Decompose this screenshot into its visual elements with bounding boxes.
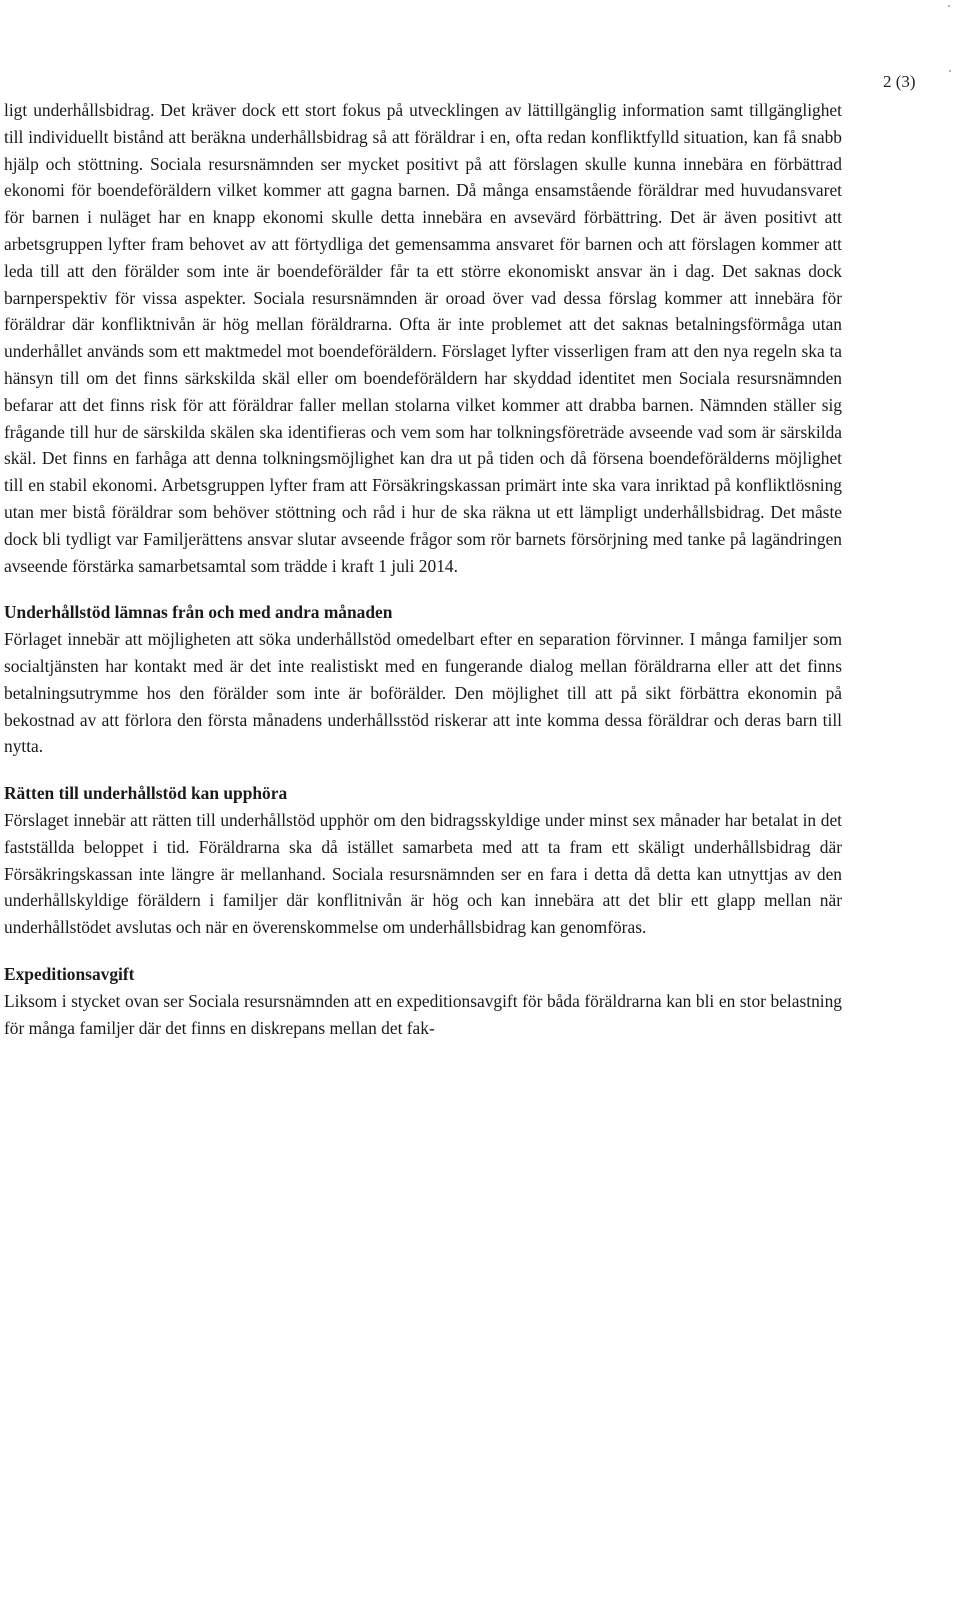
- intro-paragraph: ligt underhållsbidrag. Det kräver dock ett stort fokus på utvecklingen av lättillgänglig information samt tillgänglighet till individuellt bistånd att beräkna underhållsbidrag så att föräldrar i en, ofta redan konfliktfylld situation, kan få snabb hjälp och stöttning. Sociala resursnämnden ser mycket positivt på att förslagen skulle kunna innebära en förbättrad ekonomi för boendeföräldern vilket kommer att gagna barnen. Då många ensamstående föräldrar med huvudansvaret för barnen i nuläget har en knapp ekonomi skulle detta innebära en avsevärd förbättring. Det är även positivt att arbetsgruppen lyfter fram behovet av att förtydliga det gemensamma ansvaret för barnen och att förslagen kommer att leda till att den förälder som inte är boendeförälder får ta ett större ekonomiskt ansvar än i dag. Det saknas dock barnperspektiv för vissa aspekter. Sociala resursnämnden är oroad över vad dessa förslag kommer att innebära för föräldrar där konfliktnivån är hög mellan föräldrarna. Ofta är inte problemet att det saknas betalningsförmåga utan underhållet används som ett maktmedel mot boendeföräldern. Förslaget lyfter visserligen fram att den nya regeln ska ta hänsyn till om det finns särkskilda skäl eller om boendeföräldern har skyddad identitet men Sociala resursnämnden befarar att det finns risk för att föräldrar faller mellan stolarna vilket kommer att drabba barnen. Nämnden ställer sig frågande till hur de särskilda skälen ska identifieras och vem som har tolkningsföreträde avseende vad som är särskilda skäl. Det finns en farhåga att denna tolkningsmöjlighet kan dra ut på tiden och då försena boendeförälderns möjlighet till en stabil ekonomi. Arbetsgruppen lyfter fram att Försäkringskassan primärt inte ska vara inriktad på konfliktlösning utan mer bistå föräldrar som behöver stöttning och råd i hur de ska räkna ut ett lämpligt underhållsbidrag. Det måste dock bli tydligt var Familjerättens ansvar slutar avseende frågor som rör barnets försörjning med tanke på lagändringen avseende förstärka samarbetsamtal som trädde i kraft 1 juli 2014.: [4, 100, 842, 576]
- page-number: 2 (3): [883, 72, 916, 91]
- scan-speck: [948, 5, 950, 7]
- document-body: [4, 97, 842, 1041]
- section-body-ratten-kan-upphora: Förslaget innebär att rätten till underhållstöd upphör om den bidragsskyldige under minst sex månader har betalat in det fastställda beloppet i tid. Föräldrarna ska då istället samarbeta med att ta fram ett skäligt underhållsbidrag där Försäkringskassan inte längre är mellanhand. Sociala resursnämnden ser en fara i detta då detta kan utnyttjas av den underhållskyldige föräldern i familjer där konflitnivån är hög och kan innebära att det blir ett glapp mellan när underhållstödet avslutas och när en överenskommelse om underhållsbidrag kan genomföras.: [4, 809, 842, 938]
- section-heading-expeditionsavgift: Expeditionsavgift: [4, 963, 135, 984]
- section-body-underhallstod-andra-manaden: Förlaget innebär att möjligheten att söka underhållstöd omedelbart efter en separation förvinner. I många familjer som socialtjänsten har kontakt med är det inte realistiskt med en fungerande dialog mellan föräldrarna eller att det finns betalningsutrymme hos den förälder som inte är boförälder. Den möjlighet till att på sikt förbättra ekonomin på bekostnad av att förlora den första månadens underhållsstöd riskerar att inte komma dessa föräldrar och deras barn till nytta.: [4, 629, 842, 757]
- section-spacer: [4, 760, 842, 780]
- scan-speck: [949, 70, 951, 72]
- section-spacer: [4, 941, 842, 961]
- section-spacer: [4, 579, 842, 599]
- section-body-expeditionsavgift: Liksom i stycket ovan ser Sociala resursnämnden att en expeditionsavgift för båda föräldrarna kan bli en stor belastning för många familjer där det finns en diskrepans mellan det fak-: [4, 990, 842, 1038]
- section-heading-ratten-kan-upphora: Rätten till underhållstöd kan upphöra: [4, 783, 288, 804]
- section-heading-underhallstod-andra-manaden: Underhållstöd lämnas från och med andra månaden: [4, 602, 393, 623]
